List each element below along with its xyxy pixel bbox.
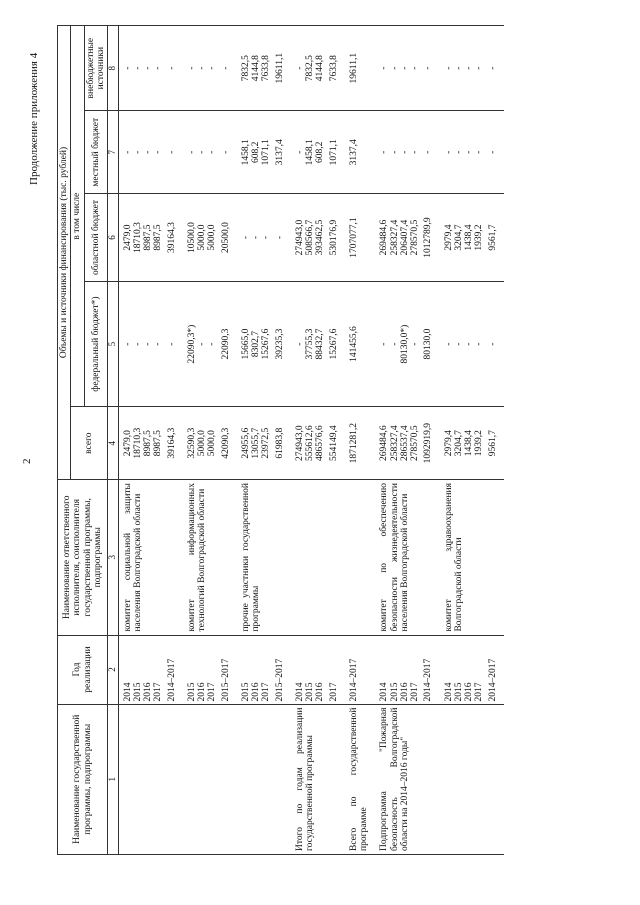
- year-value: 2017: [410, 682, 421, 702]
- executor-name: комитет информационных технологий Волгоградской области: [186, 483, 208, 632]
- regional-value: 393462,5: [315, 219, 326, 256]
- year-value: 2015: [389, 682, 400, 702]
- federal-value: -: [389, 342, 400, 346]
- extrabudget-value: -: [186, 66, 197, 70]
- local-value: 1458,1: [305, 139, 316, 166]
- executor-cell: [375, 480, 439, 636]
- total-value: 274943,0: [294, 425, 305, 461]
- executor-cell: [440, 480, 504, 636]
- table-row: [375, 26, 439, 855]
- extrabudget-value: -: [122, 66, 133, 70]
- program-name-cell: [118, 704, 183, 854]
- table-row: [237, 26, 291, 855]
- program-name-cell: [183, 704, 237, 854]
- federal-value: 15267,6: [328, 328, 339, 360]
- total-value: 3204,7: [453, 430, 464, 457]
- extrabudget-cell: [118, 26, 183, 111]
- local-value: -: [474, 150, 485, 154]
- total-value: 24955,6: [240, 427, 251, 459]
- table-row: [118, 26, 183, 855]
- year-value: 2014: [294, 682, 305, 702]
- total-value: 269484,6: [379, 425, 390, 461]
- local-value: -: [143, 150, 154, 154]
- executor-cell: [291, 480, 345, 636]
- header-executor: Наименование ответственного исполнителя, соисполнителя государственной программы, подпрограммы: [58, 480, 108, 636]
- year-value: 2014: [443, 682, 454, 702]
- year-value: 2015: [186, 682, 197, 702]
- executor-cell: [345, 480, 376, 636]
- federal-cell: [118, 281, 183, 406]
- year-cell: [183, 635, 237, 704]
- extrabudget-value: -: [389, 66, 400, 70]
- total-cell: [291, 407, 345, 480]
- regional-value: 20500,0: [220, 222, 231, 253]
- extrabudget-value: 7633,8: [328, 55, 339, 82]
- local-value: -: [379, 150, 390, 154]
- local-cell: [183, 111, 237, 194]
- federal-value: 39235,3: [274, 328, 285, 360]
- regional-value: -: [261, 235, 272, 240]
- federal-value: -: [294, 342, 305, 346]
- regional-value: 258327,4: [389, 219, 400, 256]
- regional-value: 8987,5: [143, 224, 154, 251]
- executor-name: комитет социальной защиты населения Волгоградской области: [122, 483, 143, 632]
- year-cell: [237, 635, 291, 704]
- table-header: [58, 26, 119, 855]
- header-regional: областной бюджет: [84, 194, 108, 282]
- extrabudget-cell: [345, 26, 376, 111]
- local-cell: [375, 111, 439, 194]
- year-value: 2017: [261, 682, 272, 702]
- regional-value: 274943,0: [294, 219, 305, 256]
- total-value: 42090,3: [220, 427, 231, 459]
- extrabudget-cell: [375, 26, 439, 111]
- extrabudget-cell: [183, 26, 237, 111]
- extrabudget-value: -: [294, 66, 305, 70]
- total-value: 2979,4: [443, 430, 454, 457]
- year-cell: [440, 635, 504, 704]
- total-value: 18710,3: [132, 427, 143, 459]
- regional-value: -: [274, 235, 285, 240]
- local-value: -: [399, 150, 410, 154]
- program-name-cell: [440, 704, 504, 854]
- extrabudget-value: -: [443, 66, 454, 70]
- year-value: 2016: [399, 682, 410, 702]
- federal-value: -: [453, 342, 464, 346]
- federal-value: 8302,7: [251, 331, 262, 358]
- year-value: 2015: [132, 682, 143, 702]
- year-value: 2015–2017: [220, 658, 231, 702]
- year-value: 2015: [240, 682, 251, 702]
- extrabudget-value: -: [410, 66, 421, 70]
- local-value: -: [410, 150, 421, 154]
- extrabudget-cell: [291, 26, 345, 111]
- federal-cell: [291, 281, 345, 406]
- regional-value: 10500,0: [186, 222, 197, 253]
- table-row: [440, 26, 504, 855]
- total-cell: [345, 407, 376, 480]
- executor-name: комитет здравоохранения Волгоградской области: [443, 483, 464, 632]
- header-federal: федеральный бюджет*): [84, 281, 108, 406]
- year-value: 2014: [122, 682, 133, 702]
- regional-value: 5000,0: [207, 224, 218, 251]
- total-cell: [440, 407, 504, 480]
- local-value: -: [453, 150, 464, 154]
- extrabudget-cell: [440, 26, 504, 111]
- total-value: 1438,4: [464, 430, 475, 457]
- year-cell: [345, 635, 376, 704]
- federal-cell: [440, 281, 504, 406]
- continuation-caption: Продолжение приложения 4: [28, 52, 40, 185]
- local-value: 3137,4: [274, 139, 285, 166]
- local-value: -: [207, 150, 218, 154]
- federal-value: -: [464, 342, 475, 346]
- local-value: 1071,1: [328, 139, 339, 166]
- program-name-cell: [237, 704, 291, 854]
- regional-value: 1939,2: [474, 224, 485, 251]
- program-name: Итого по годам реализации государственной программы: [294, 707, 316, 851]
- total-value: 5000,0: [197, 430, 208, 457]
- total-value: 258327,4: [389, 425, 400, 461]
- total-value: 286537,4: [399, 425, 410, 461]
- regional-value: 1012789,9: [423, 217, 434, 258]
- local-value: -: [197, 150, 208, 154]
- year-value: 2016: [251, 682, 262, 702]
- year-value: 2016: [464, 682, 475, 702]
- total-cell: [237, 407, 291, 480]
- extrabudget-value: 4144,8: [315, 55, 326, 82]
- local-cell: [345, 111, 376, 194]
- executor-name: прочие участники государственной программы: [240, 483, 262, 632]
- total-value: 39164,3: [166, 427, 177, 459]
- extrabudget-value: -: [132, 66, 143, 70]
- extrabudget-value: -: [197, 66, 208, 70]
- total-value: 9561,7: [487, 430, 498, 457]
- local-value: -: [487, 150, 498, 154]
- header-including: в том числе: [71, 26, 84, 407]
- local-value: -: [153, 150, 164, 154]
- local-value: 1071,1: [261, 139, 272, 166]
- executor-cell: [118, 480, 183, 636]
- total-value: 8987,5: [143, 430, 154, 457]
- federal-value: -: [410, 342, 421, 346]
- total-value: 486576,6: [315, 425, 326, 461]
- extrabudget-cell: [237, 26, 291, 111]
- local-cell: [118, 111, 183, 194]
- local-value: -: [132, 150, 143, 154]
- regional-value: 278570,5: [410, 219, 421, 256]
- year-value: 2014: [379, 682, 390, 702]
- regional-value: 8987,5: [153, 224, 164, 251]
- year-cell: [375, 635, 439, 704]
- extrabudget-value: -: [379, 66, 390, 70]
- federal-value: 141455,6: [348, 326, 359, 362]
- regional-value: 9561,7: [487, 224, 498, 251]
- extrabudget-value: -: [220, 66, 231, 70]
- federal-cell: [237, 281, 291, 406]
- federal-value: -: [487, 342, 498, 346]
- total-cell: [375, 407, 439, 480]
- total-value: 554149,4: [328, 425, 339, 461]
- total-cell: [118, 407, 183, 480]
- federal-value: -: [122, 342, 133, 346]
- program-name-cell: [375, 704, 439, 854]
- year-value: 2015: [305, 682, 316, 702]
- year-value: 2014–2017: [166, 658, 177, 702]
- total-value: 2479,0: [122, 430, 133, 457]
- local-value: 608,2: [251, 141, 262, 163]
- total-value: 5000,0: [207, 430, 218, 457]
- header-extrabudget: внебюджетные источники: [84, 26, 108, 111]
- year-value: 2016: [143, 682, 154, 702]
- extrabudget-value: -: [453, 66, 464, 70]
- table-body: [118, 26, 504, 855]
- federal-value: 15665,0: [240, 328, 251, 360]
- financing-table: [57, 25, 504, 855]
- year-value: 2015–2017: [274, 658, 285, 702]
- extrabudget-value: 7633,8: [261, 55, 272, 82]
- local-value: -: [186, 150, 197, 154]
- executor-cell: [237, 480, 291, 636]
- federal-value: -: [379, 342, 390, 346]
- extrabudget-value: 4144,8: [251, 55, 262, 82]
- column-numbers-row: 1 2 3 4 5 6 7 8: [108, 26, 119, 855]
- local-value: -: [166, 150, 177, 154]
- extrabudget-value: 19611,1: [274, 52, 285, 84]
- extrabudget-value: -: [423, 66, 434, 70]
- regional-value: 269484,6: [379, 219, 390, 256]
- year-value: 2017: [328, 682, 339, 702]
- program-name: Подпрограмма "Пожарная безопасность Волгоградской области на 2014–2016 годы": [379, 707, 410, 851]
- year-cell: [118, 635, 183, 704]
- header-volumes: Объемы и источники финансирования (тыс. рублей): [58, 26, 71, 480]
- year-value: 2017: [474, 682, 485, 702]
- local-cell: [440, 111, 504, 194]
- regional-cell: [237, 194, 291, 282]
- year-cell: [291, 635, 345, 704]
- header-total: всего: [71, 407, 108, 480]
- extrabudget-value: -: [464, 66, 475, 70]
- year-value: 2014–2017: [423, 658, 434, 702]
- extrabudget-value: -: [153, 66, 164, 70]
- regional-value: 508566,7: [305, 219, 316, 256]
- regional-value: -: [251, 235, 262, 240]
- program-name: Всего по государственной программе: [348, 707, 370, 851]
- federal-value: 88432,7: [315, 328, 326, 360]
- program-name-cell: [345, 704, 376, 854]
- local-value: -: [423, 150, 434, 154]
- regional-value: 3204,7: [453, 224, 464, 251]
- regional-value: -: [240, 235, 251, 240]
- regional-value: 5000,0: [197, 224, 208, 251]
- extrabudget-value: 7832,5: [305, 55, 316, 82]
- regional-value: 1438,4: [464, 224, 475, 251]
- extrabudget-value: -: [487, 66, 498, 70]
- federal-value: 80130,0*): [399, 324, 410, 364]
- local-cell: [291, 111, 345, 194]
- regional-value: 530176,9: [328, 219, 339, 256]
- extrabudget-value: -: [166, 66, 177, 70]
- local-cell: [237, 111, 291, 194]
- year-value: 2017: [207, 682, 218, 702]
- federal-cell: [183, 281, 237, 406]
- executor-cell: [183, 480, 237, 636]
- federal-value: -: [132, 342, 143, 346]
- year-value: 2014–2017: [487, 658, 498, 702]
- regional-value: 2479,0: [122, 224, 133, 251]
- table-row: [183, 26, 237, 855]
- local-value: 1458,1: [240, 139, 251, 166]
- extrabudget-value: 19611,1: [348, 52, 359, 84]
- total-value: 32590,3: [186, 427, 197, 459]
- extrabudget-value: -: [207, 66, 218, 70]
- federal-value: -: [143, 342, 154, 346]
- local-value: -: [220, 150, 231, 154]
- local-value: -: [122, 150, 133, 154]
- total-value: 8987,5: [153, 430, 164, 457]
- local-value: -: [389, 150, 400, 154]
- extrabudget-value: -: [143, 66, 154, 70]
- header-program-name: Наименование государственной программы, подпрограммы: [58, 704, 108, 854]
- federal-value: 80130,0: [423, 328, 434, 360]
- program-name-cell: [291, 704, 345, 854]
- regional-cell: [440, 194, 504, 282]
- year-value: 2016: [197, 682, 208, 702]
- regional-cell: [291, 194, 345, 282]
- total-value: 278570,5: [410, 425, 421, 461]
- year-value: 2016: [315, 682, 326, 702]
- page-number: 2: [21, 458, 33, 464]
- federal-value: -: [207, 342, 218, 346]
- federal-value: -: [153, 342, 164, 346]
- year-value: 2015: [453, 682, 464, 702]
- total-cell: [183, 407, 237, 480]
- federal-value: 37755,3: [305, 328, 316, 360]
- header-local: местный бюджет: [84, 111, 108, 194]
- table-row: [291, 26, 345, 855]
- regional-cell: [183, 194, 237, 282]
- total-value: 555612,6: [305, 425, 316, 461]
- total-value: 61983,8: [274, 427, 285, 459]
- total-value: 13055,7: [251, 427, 262, 459]
- extrabudget-value: 7832,5: [240, 55, 251, 82]
- federal-value: -: [197, 342, 208, 346]
- extrabudget-value: -: [399, 66, 410, 70]
- federal-value: -: [474, 342, 485, 346]
- regional-value: 1707077,1: [348, 217, 359, 258]
- executor-name: комитет по обеспечению безопасности жизнедеятельности населения Волгоградской области: [379, 483, 410, 632]
- total-value: 1092919,9: [423, 423, 434, 464]
- header-year: Год реализации: [58, 635, 108, 704]
- federal-value: 22090,3*): [186, 324, 197, 364]
- regional-cell: [345, 194, 376, 282]
- federal-value: 22090,3: [220, 328, 231, 360]
- regional-value: 39164,3: [166, 222, 177, 253]
- local-value: 3137,4: [348, 139, 359, 166]
- local-value: -: [464, 150, 475, 154]
- local-value: 608,2: [315, 141, 326, 163]
- table-row: [345, 26, 376, 855]
- extrabudget-value: -: [474, 66, 485, 70]
- regional-value: 206407,4: [399, 219, 410, 256]
- federal-value: -: [443, 342, 454, 346]
- regional-cell: [375, 194, 439, 282]
- federal-value: -: [166, 342, 177, 346]
- federal-cell: [345, 281, 376, 406]
- federal-value: 15267,6: [261, 328, 272, 360]
- year-value: 2014–2017: [348, 658, 359, 702]
- local-value: -: [443, 150, 454, 154]
- total-value: 23972,5: [261, 427, 272, 459]
- year-value: 2017: [153, 682, 164, 702]
- federal-cell: [375, 281, 439, 406]
- regional-value: 18710,3: [132, 222, 143, 253]
- total-value: 1939,2: [474, 430, 485, 457]
- local-value: -: [294, 150, 305, 154]
- total-value: 1871281,2: [348, 423, 359, 464]
- regional-value: 2979,4: [443, 224, 454, 251]
- regional-cell: [118, 194, 183, 282]
